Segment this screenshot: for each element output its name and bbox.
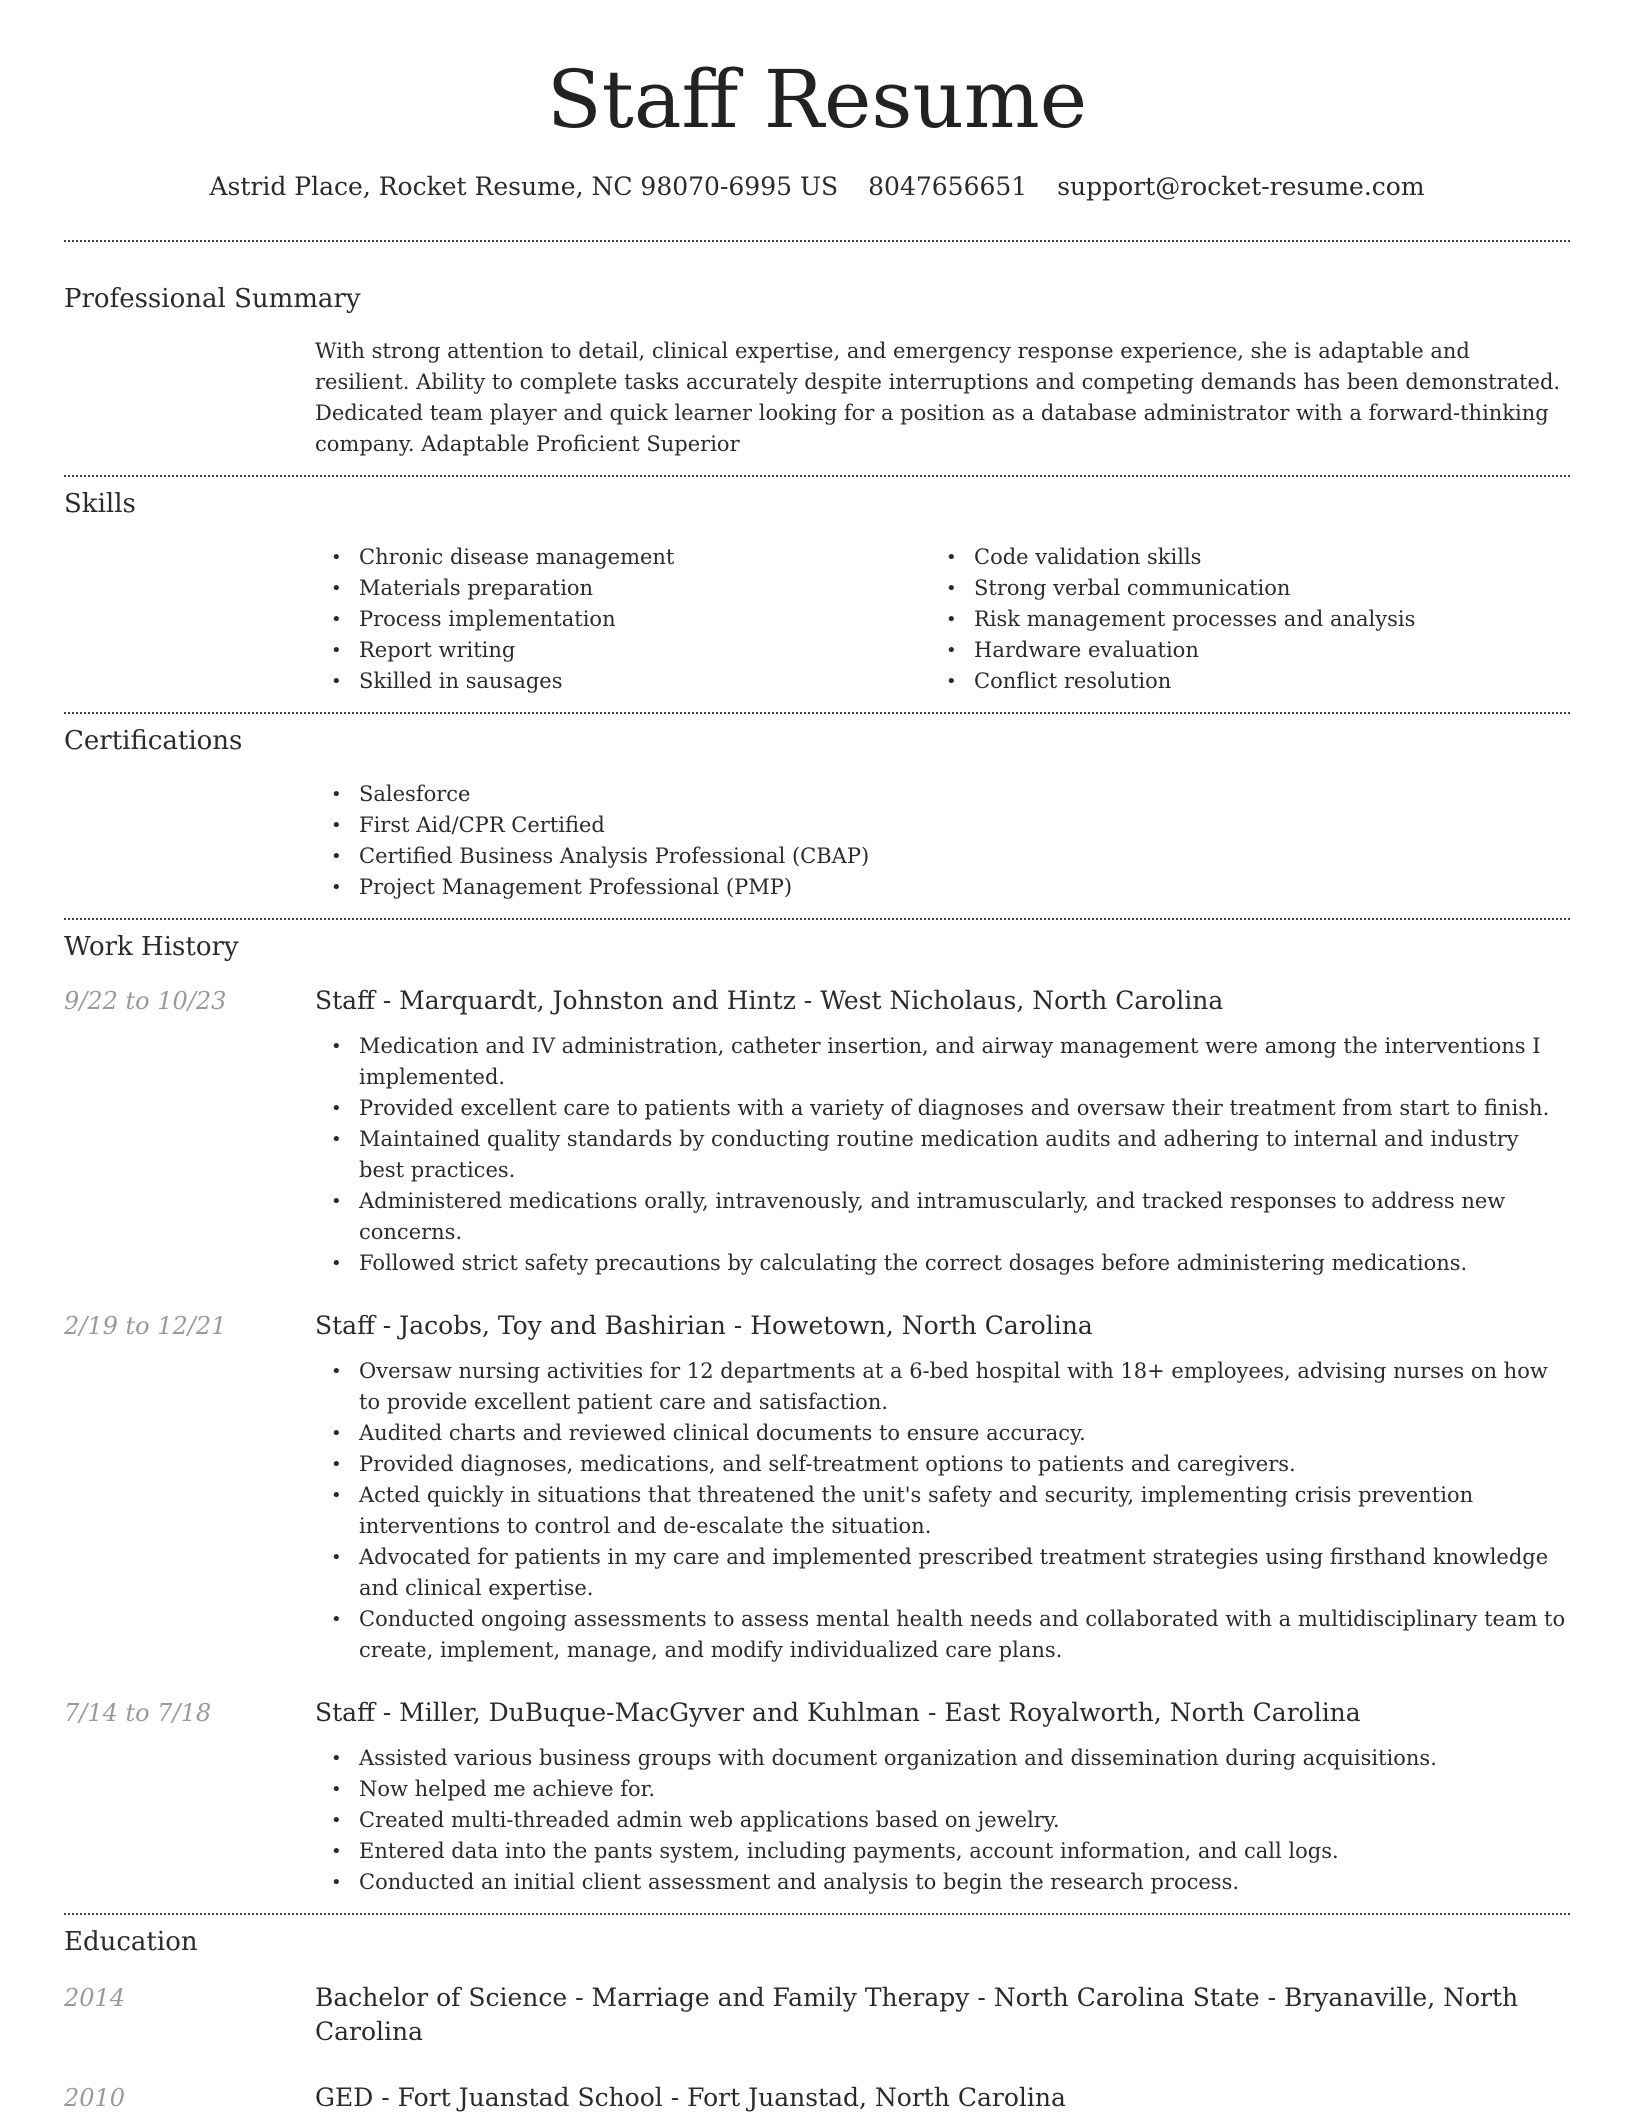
job-entry — [64, 1309, 1570, 1666]
list-item: • Certified Business Analysis Professional (CBAP) — [315, 841, 1570, 872]
education-title: GED - Fort Juanstad School - Fort Juanstad, North Carolina — [315, 2083, 1066, 2112]
list-item: • Report writing — [315, 635, 930, 666]
list-item: • Strong verbal communication — [930, 573, 1570, 604]
education-section — [64, 1925, 1570, 2112]
section-title-certifications: Certifications — [64, 726, 243, 756]
contact-line — [64, 170, 1570, 204]
skills-list-left — [315, 542, 930, 697]
skills-grid — [315, 542, 1570, 697]
job-date: 9/22 to 10/23 — [64, 987, 227, 1015]
list-item: • First Aid/CPR Certified — [315, 810, 1570, 841]
list-item: • Project Management Professional (PMP) — [315, 872, 1570, 903]
job-entry — [64, 1696, 1570, 1898]
job-header — [64, 984, 1570, 1018]
summary-section — [64, 282, 1570, 460]
list-item: • Conflict resolution — [930, 666, 1570, 697]
skills-section — [64, 487, 1570, 697]
list-item: • Hardware evaluation — [930, 635, 1570, 666]
job-date: 7/14 to 7/18 — [64, 1699, 212, 1727]
list-item: • Administered medications orally, intravenously, and intramuscularly, and tracked responses to address new concerns. — [315, 1186, 1570, 1248]
job-header — [64, 1309, 1570, 1343]
list-item: • Followed strict safety precautions by calculating the correct dosages before administering medications. — [315, 1248, 1570, 1279]
section-title-education: Education — [64, 1927, 198, 1957]
section-title-skills: Skills — [64, 489, 136, 519]
skills-list-right — [930, 542, 1570, 697]
job-title: Staff - Marquardt, Johnston and Hintz - West Nicholaus, North Carolina — [315, 986, 1224, 1015]
list-item: • Conducted ongoing assessments to assess mental health needs and collaborated with a multidisciplinary team to create, implement, manage, and modify individualized care plans. — [315, 1604, 1570, 1666]
job-title: Staff - Miller, DuBuque-MacGyver and Kuhlman - East Royalworth, North Carolina — [315, 1698, 1361, 1727]
list-item: • Audited charts and reviewed clinical documents to ensure accuracy. — [315, 1418, 1570, 1449]
divider — [64, 918, 1570, 920]
list-item: • Provided diagnoses, medications, and self-treatment options to patients and caregivers. — [315, 1449, 1570, 1480]
list-item: • Skilled in sausages — [315, 666, 930, 697]
list-item: • Acted quickly in situations that threatened the unit's safety and security, implementing crisis prevention interventions to control and de-escalate the situation. — [315, 1480, 1570, 1542]
list-item: • Chronic disease management — [315, 542, 930, 573]
education-entry — [64, 2081, 1570, 2112]
list-item: • Salesforce — [315, 779, 1570, 810]
list-item: • Risk management processes and analysis — [930, 604, 1570, 635]
job-date: 2/19 to 12/21 — [64, 1312, 227, 1340]
divider — [64, 712, 1570, 714]
work-section — [64, 930, 1570, 1898]
list-item: • Created multi-threaded admin web applications based on jewelry. — [315, 1805, 1570, 1836]
list-item: • Code validation skills — [930, 542, 1570, 573]
divider — [64, 1913, 1570, 1915]
email: support@rocket-resume.com — [1057, 172, 1425, 201]
list-item: • Conducted an initial client assessment and analysis to begin the research process. — [315, 1867, 1570, 1898]
resume-page — [64, 0, 1570, 2112]
list-item: • Oversaw nursing activities for 12 departments at a 6-bed hospital with 18+ employees, advising nurses on how to provide excellent patient care and satisfaction. — [315, 1356, 1570, 1418]
list-item: • Assisted various business groups with document organization and dissemination during acquisitions. — [315, 1743, 1570, 1774]
section-title-summary: Professional Summary — [64, 284, 361, 314]
section-title-work: Work History — [64, 932, 239, 962]
job-bullets — [315, 1743, 1570, 1898]
education-title: Bachelor of Science - Marriage and Family Therapy - North Carolina State - Bryanaville, North Carolina — [315, 1983, 1519, 2046]
summary-text: With strong attention to detail, clinical expertise, and emergency response experience, she is adaptable and resilient. Ability to complete tasks accurately despite interruptions and competing demands has been demonstrated. Dedicated team player and quick learner looking for a position as a database administrator with a forward-thinking company. Adaptable Proficient Superior — [315, 339, 1561, 456]
job-title: Staff - Jacobs, Toy and Bashirian - Howetown, North Carolina — [315, 1311, 1093, 1340]
phone: 8047656651 — [868, 172, 1028, 201]
resume-title: Staff Resume — [546, 53, 1088, 146]
education-entry — [64, 1981, 1570, 2049]
job-bullets — [315, 1031, 1570, 1279]
job-entry — [64, 984, 1570, 1279]
list-item: • Now helped me achieve for. — [315, 1774, 1570, 1805]
education-date: 2010 — [64, 2084, 126, 2112]
divider — [64, 475, 1570, 477]
list-item: • Medication and IV administration, catheter insertion, and airway management were among the interventions I implemented. — [315, 1031, 1570, 1093]
education-date: 2014 — [64, 1984, 126, 2012]
list-item: • Provided excellent care to patients with a variety of diagnoses and oversaw their treatment from start to finish. — [315, 1093, 1570, 1124]
certifications-section — [64, 724, 1570, 903]
certifications-list — [315, 779, 1570, 903]
address: Astrid Place, Rocket Resume, NC 98070-6995 US — [209, 172, 839, 201]
list-item: • Entered data into the pants system, including payments, account information, and call logs. — [315, 1836, 1570, 1867]
job-bullets — [315, 1356, 1570, 1666]
list-item: • Advocated for patients in my care and implemented prescribed treatment strategies using firsthand knowledge and clinical expertise. — [315, 1542, 1570, 1604]
job-header — [64, 1696, 1570, 1730]
list-item: • Maintained quality standards by conducting routine medication audits and adhering to internal and industry best practices. — [315, 1124, 1570, 1186]
divider — [64, 240, 1570, 242]
list-item: • Materials preparation — [315, 573, 930, 604]
list-item: • Process implementation — [315, 604, 930, 635]
